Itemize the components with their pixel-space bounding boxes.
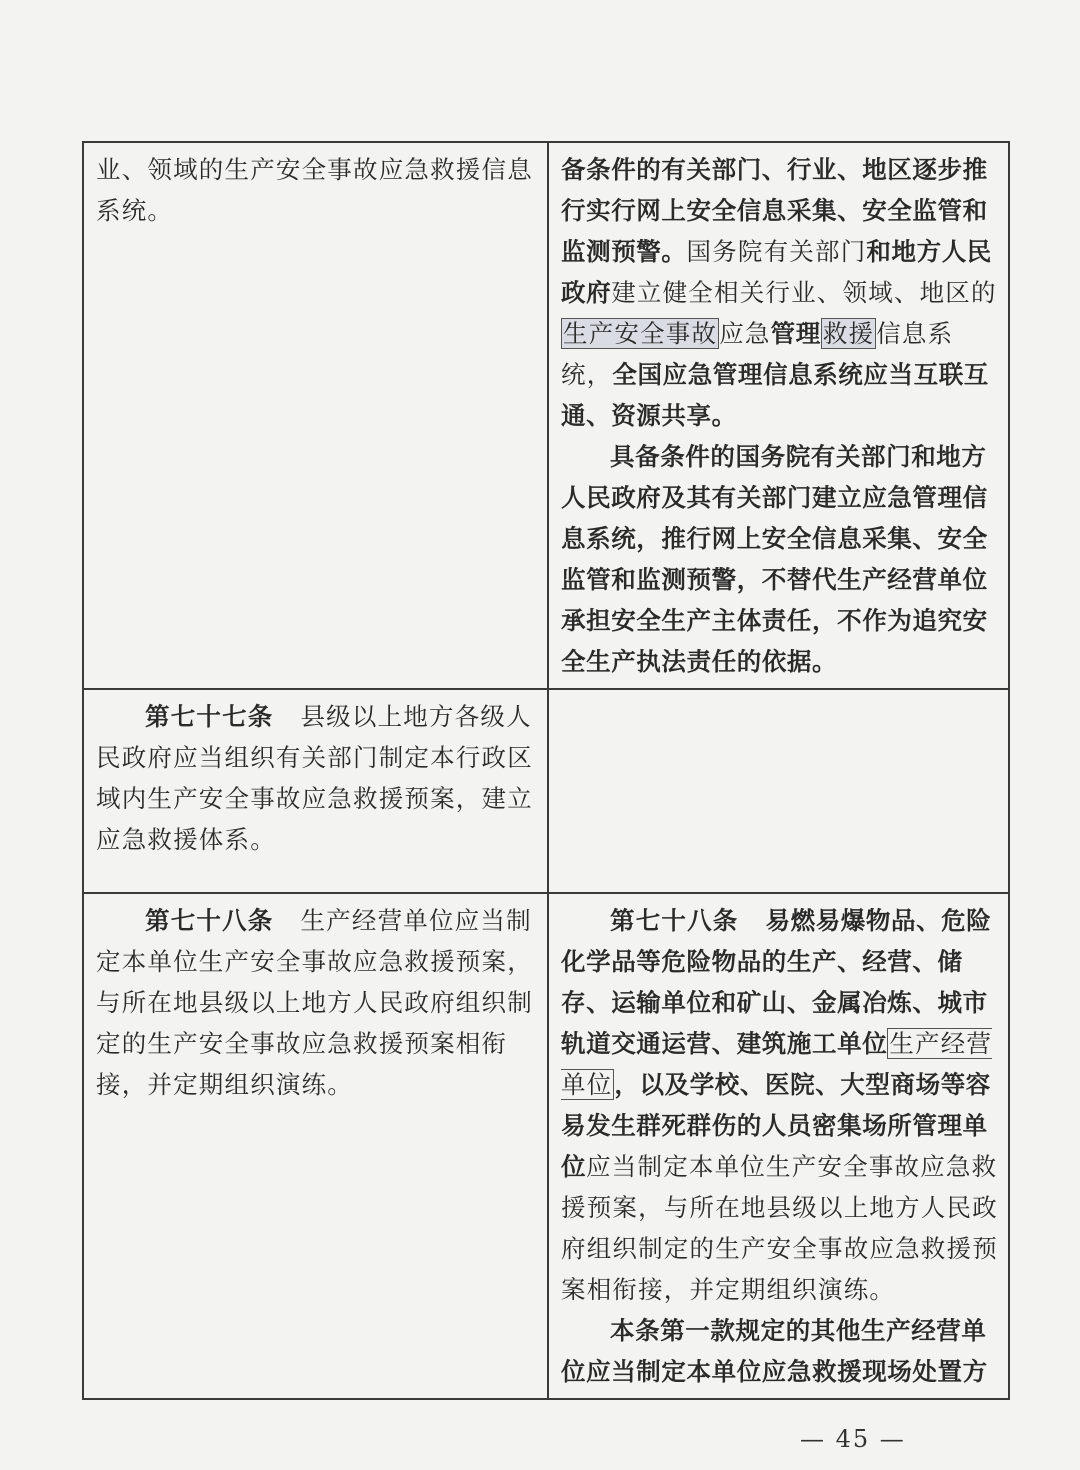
revised-text: 管理 — [770, 319, 821, 348]
revised-text: ，以及学校、医院、大型商场等容易发生群死群伤的人员密集场所管理单位 — [561, 1070, 991, 1181]
new-text-paragraph — [561, 149, 998, 436]
table-row — [83, 893, 1009, 1399]
revised-text: 政府 — [561, 278, 612, 307]
table-row — [83, 142, 1009, 689]
table-row — [83, 689, 1009, 893]
unchanged-text: 国务院有关部门 — [686, 237, 867, 266]
deleted-text-highlight: 生产经营单位 — [561, 1029, 993, 1099]
old-text-paragraph — [96, 900, 537, 1105]
unchanged-text: 建立健全相关行业、领域、地区的 — [611, 278, 997, 307]
old-text: 业、领域的生产安全事故应急救援信息系统。 — [96, 155, 533, 225]
deleted-text-highlight: 生产安全事故 — [563, 319, 718, 348]
unchanged-text: 信息系统， — [561, 319, 954, 389]
article-number: 第七十八条 — [610, 906, 739, 935]
article-number: 第七十八条 — [145, 906, 274, 935]
revised-text: 全国应急管理信息系统应当互联互通、资源共享。 — [561, 360, 989, 430]
old-text-paragraph — [96, 696, 537, 860]
cell-new-text — [548, 893, 1009, 1399]
new-text-paragraph — [561, 900, 998, 1310]
unchanged-text: 应当制定本单位生产安全事故应急救援预案，与所在地县级以上地方人民政府组织制定的生产安全事故应急救援预案相衔接，并定期组织演练。 — [561, 1152, 998, 1304]
cell-new-text-empty — [548, 689, 1009, 893]
cell-old-text — [83, 689, 548, 893]
revised-text: 和地方人民 — [866, 237, 992, 266]
article-text: 生产经营单位应当制定本单位生产安全事故应急救援预案，与所在地县级以上地方人民政府组织制定的生产安全事故应急救援预案相衔接，并定期组织演练。 — [96, 906, 533, 1099]
new-text-paragraph: 本条第一款规定的其他生产经营单位应当制定本单位应急救援现场处置方 — [561, 1316, 988, 1386]
cell-old-text — [83, 893, 548, 1399]
article-text: 县级以上地方各级人民政府应当组织有关部门制定本行政区域内生产安全事故应急救援预案，建立应急救援体系。 — [96, 702, 533, 854]
page-number: — 45 — — [800, 1425, 906, 1453]
cell-new-text — [548, 142, 1009, 689]
comparison-table — [82, 141, 1010, 1400]
revised-text: 易燃易爆物品、危险化学品等危险物品的生产、经营、储存、运输单位和矿山、金属冶炼、城市轨道交通运营、建筑施工单位 — [561, 906, 992, 1058]
new-text-paragraph: 具备条件的国务院有关部门和地方人民政府及其有关部门建立应急管理信息系统，推行网上安全信息采集、安全监管和监测预警，不替代生产经营单位承担安全生产主体责任，不作为追究安全生产执法责任的依据。 — [561, 442, 988, 676]
deleted-text-highlight: 救援 — [822, 319, 875, 348]
unchanged-text: 应急 — [719, 319, 771, 348]
cell-old-text — [83, 142, 548, 689]
article-number: 第七十七条 — [145, 702, 274, 731]
revised-text: 备条件的有关部门、行业、地区逐步推行实行网上安全信息采集、安全监管和监测预警。 — [561, 155, 988, 266]
